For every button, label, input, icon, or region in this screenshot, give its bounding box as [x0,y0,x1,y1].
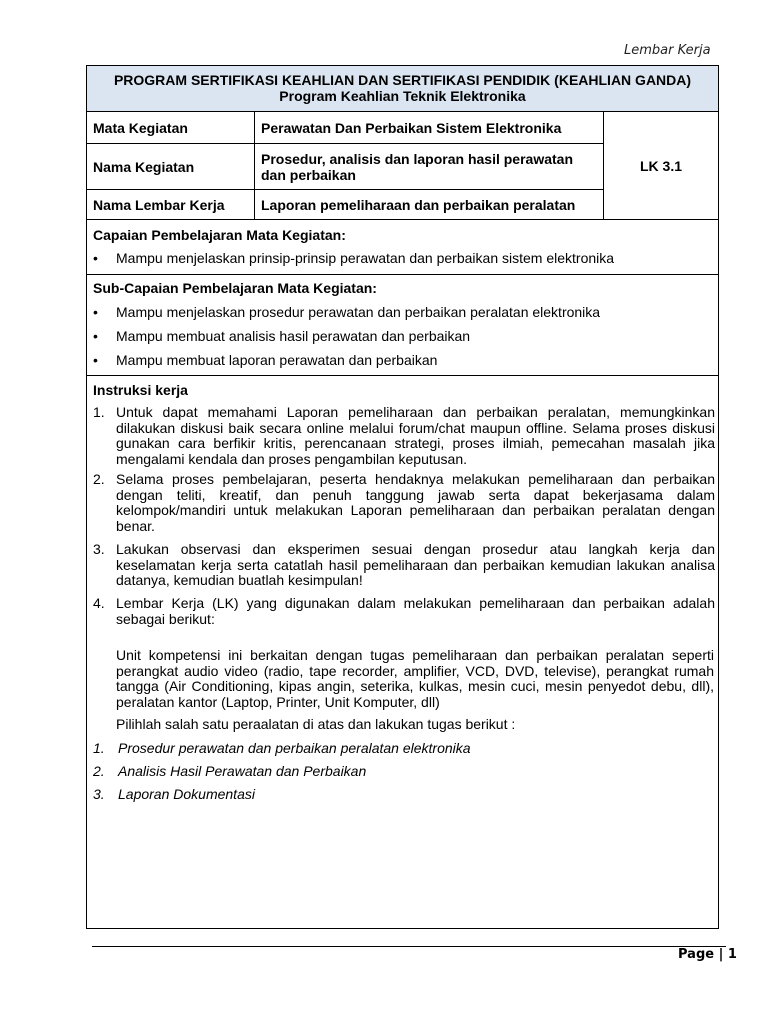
value-nama-kegiatan: Prosedur, analisis dan laporan hasil perawatan dan perbaikan [261,150,573,183]
bullet-icon: • [93,352,98,368]
running-header: Lembar Kerja [624,43,711,58]
capaian-title: Capaian Pembelajaran Mata Kegiatan: [93,227,346,243]
unit-kompetensi-paragraph: Unit kompetensi ini berkaitan dengan tugas pemeliharaan dan perbaikan peralatan seperti perangkat audio video (radio, tape recorder, amplifier, VCD, DVD, televise), perangkat rumah tangga (Air Conditioning, kipas angin, seterika, kulkas, mesin cuci, mesin penyedot debu, dll), peralatan kantor (Laptop, Printer, Unit Komputer, dll) [116,647,714,710]
capaian-section: Capaian Pembelajaran Mata Kegiatan: • Mampu menjelaskan prinsip-prinsip perawatan dan perbaikan sistem elektronika [93,227,615,266]
program-subtitle: Program Keahlian Teknik Elektronika [279,88,526,104]
instruksi-title: Instruksi kerja [93,382,188,398]
title-band [87,66,718,112]
instruction-item: 2. Selama proses pembelajaran, peserta hendaknya melakukan pemeliharaan dan perbaikan dengan teliti, kreatif, dan penuh tanggung jawab serta dapat bekerjasama dalam kelompok/mandiri untuk melakukan Laporan pemeliharaan dan perbaikan peralatan dengan benar. [93,471,715,534]
section-divider [87,375,718,376]
label-mata-kegiatan: Mata Kegiatan [93,119,188,136]
value-mata-kegiatan: Perawatan Dan Perbaikan Sistem Elektronika [261,119,562,136]
label-nama-kegiatan: Nama Kegiatan [93,158,195,175]
choose-instruction: Pilihlah salah satu peraalatan di atas dan lakukan tugas berikut : [116,716,516,732]
program-title: PROGRAM SERTIFIKASI KEAHLIAN DAN SERTIFIKASI PENDIDIK (KEAHLIAN GANDA) [113,72,692,88]
bullet-icon: • [93,250,98,266]
value-nama-lembar-kerja: Laporan pemeliharaan dan perbaikan peralatan [261,196,576,213]
bullet-icon: • [93,328,98,344]
sub-capaian-section: Sub-Capaian Pembelajaran Mata Kegiatan: • Mampu menjelaskan prosedur perawatan dan perbaikan peralatan elektronika • Mampu membuat analisis hasil perawatan dan perbaikan • Mampu membuat laporan perawatan dan perbaikan [93,280,601,368]
instruction-item: 1. Untuk dapat memahami Laporan pemeliharaan dan perbaikan peralatan, memungkinkan dilakukan diskusi baik secara online melalui forum/chat maupun offline. Selama proses diskusi gunakan cara berfikir kritis, perencanaan strategi, proses ilmiah, pemecahan masalah jika mengalami kendala dan proses pengambilan keputusan. [93,404,715,467]
bullet-icon: • [93,304,98,320]
sub-capaian-title: Sub-Capaian Pembelajaran Mata Kegiatan: [93,280,377,296]
page-number: Page | 1 [678,947,737,962]
lk-code: LK 3.1 [639,157,682,174]
instruction-item: 4. Lembar Kerja (LK) yang digunakan dalam melakukan pemeliharaan dan perbaikan adalah sebagai berikut: [93,595,715,627]
instruction-item: 3. Lakukan observasi dan eksperimen sesuai dengan prosedur atau langkah kerja dan keselamatan kerja serta catatlah hasil pemeliharaan dan perbaikan kemudian lakukan analisa datanya, kemudian buatlah kesimpulan! [93,541,715,588]
worksheet-frame: PROGRAM SERTIFIKASI KEAHLIAN DAN SERTIFIKASI PENDIDIK (KEAHLIAN GANDA) Program Keahlian Teknik Elektronika Mata Kegiatan Perawatan Dan Perbaikan Sistem Elektronika Nama Kegiatan Prosedur, analisis dan laporan hasil perawatan dan perbaikan Nama Lembar Kerja Laporan pemeliharaan dan perbaikan peralatan LK 3.1 Capaian Pembelajaran Mata Kegiatan: • Mampu menjelaskan prinsip-prinsip perawatan dan perbaikan sistem elektronika Sub-Capaian Pembelajaran Mata Kegiatan: • Mampu menjelaskan prosedur perawatan dan perbaikan peralatan elektronika • Mampu membuat analisis hasil perawatan dan perbaikan • Mampu membuat laporan perawatan dan perbaikan Instruksi kerja 1. Untuk dapat memahami Laporan pemeliharaan dan perbaikan peralatan, memungkinkan dilakukan diskusi baik secara online melalui forum/chat maupun offline. Selama proses diskusi gunakan cara berfikir kritis, perencanaan strategi, proses ilmiah, pemecahan masalah jika mengalami kendala dan proses pengambilan keputusan. 2. Selama proses pembelajaran, peserta hendaknya melakukan pemeliharaan dan perbaikan dengan teliti, kreatif, dan penuh tanggung jawab serta dapat bekerjasama dalam kelompok/mandiri untuk melakukan Laporan pemeliharaan dan perbaikan peralatan dengan benar. 3. Lakukan observasi dan eksperimen sesuai dengan prosedur atau langkah kerja dan keselamatan kerja serta catatlah hasil pemeliharaan dan perbaikan kemudian lakukan analisa datanya, kemudian buatlah kesimpulan! 4. Lembar Kerja (LK) yang digunakan dalam melakukan pemeliharaan dan perbaikan adalah sebagai berikut: Unit kompetensi ini berkaitan dengan tugas pemeliharaan dan perbaikan peralatan seperti perangkat audio video (radio, tape recorder, amplifier, VCD, DVD, televise), perangkat rumah tangga (Air Conditioning, kipas angin, seterika, kulkas, mesin cuci, mesin penyedot debu, dll), peralatan kantor (Laptop, Printer, Unit Komputer, dll) Pilihlah salah satu peraalatan di atas dan lakukan tugas berikut : 1. Prosedur perawatan dan perbaikan peralatan elektronika 2. Analisis Hasil Perawatan dan Perbaikan 3. Laporan Dokumentasi [86,65,719,929]
footer-divider [92,946,726,947]
table-divider [254,112,255,219]
label-nama-lembar-kerja: Nama Lembar Kerja [93,196,225,213]
